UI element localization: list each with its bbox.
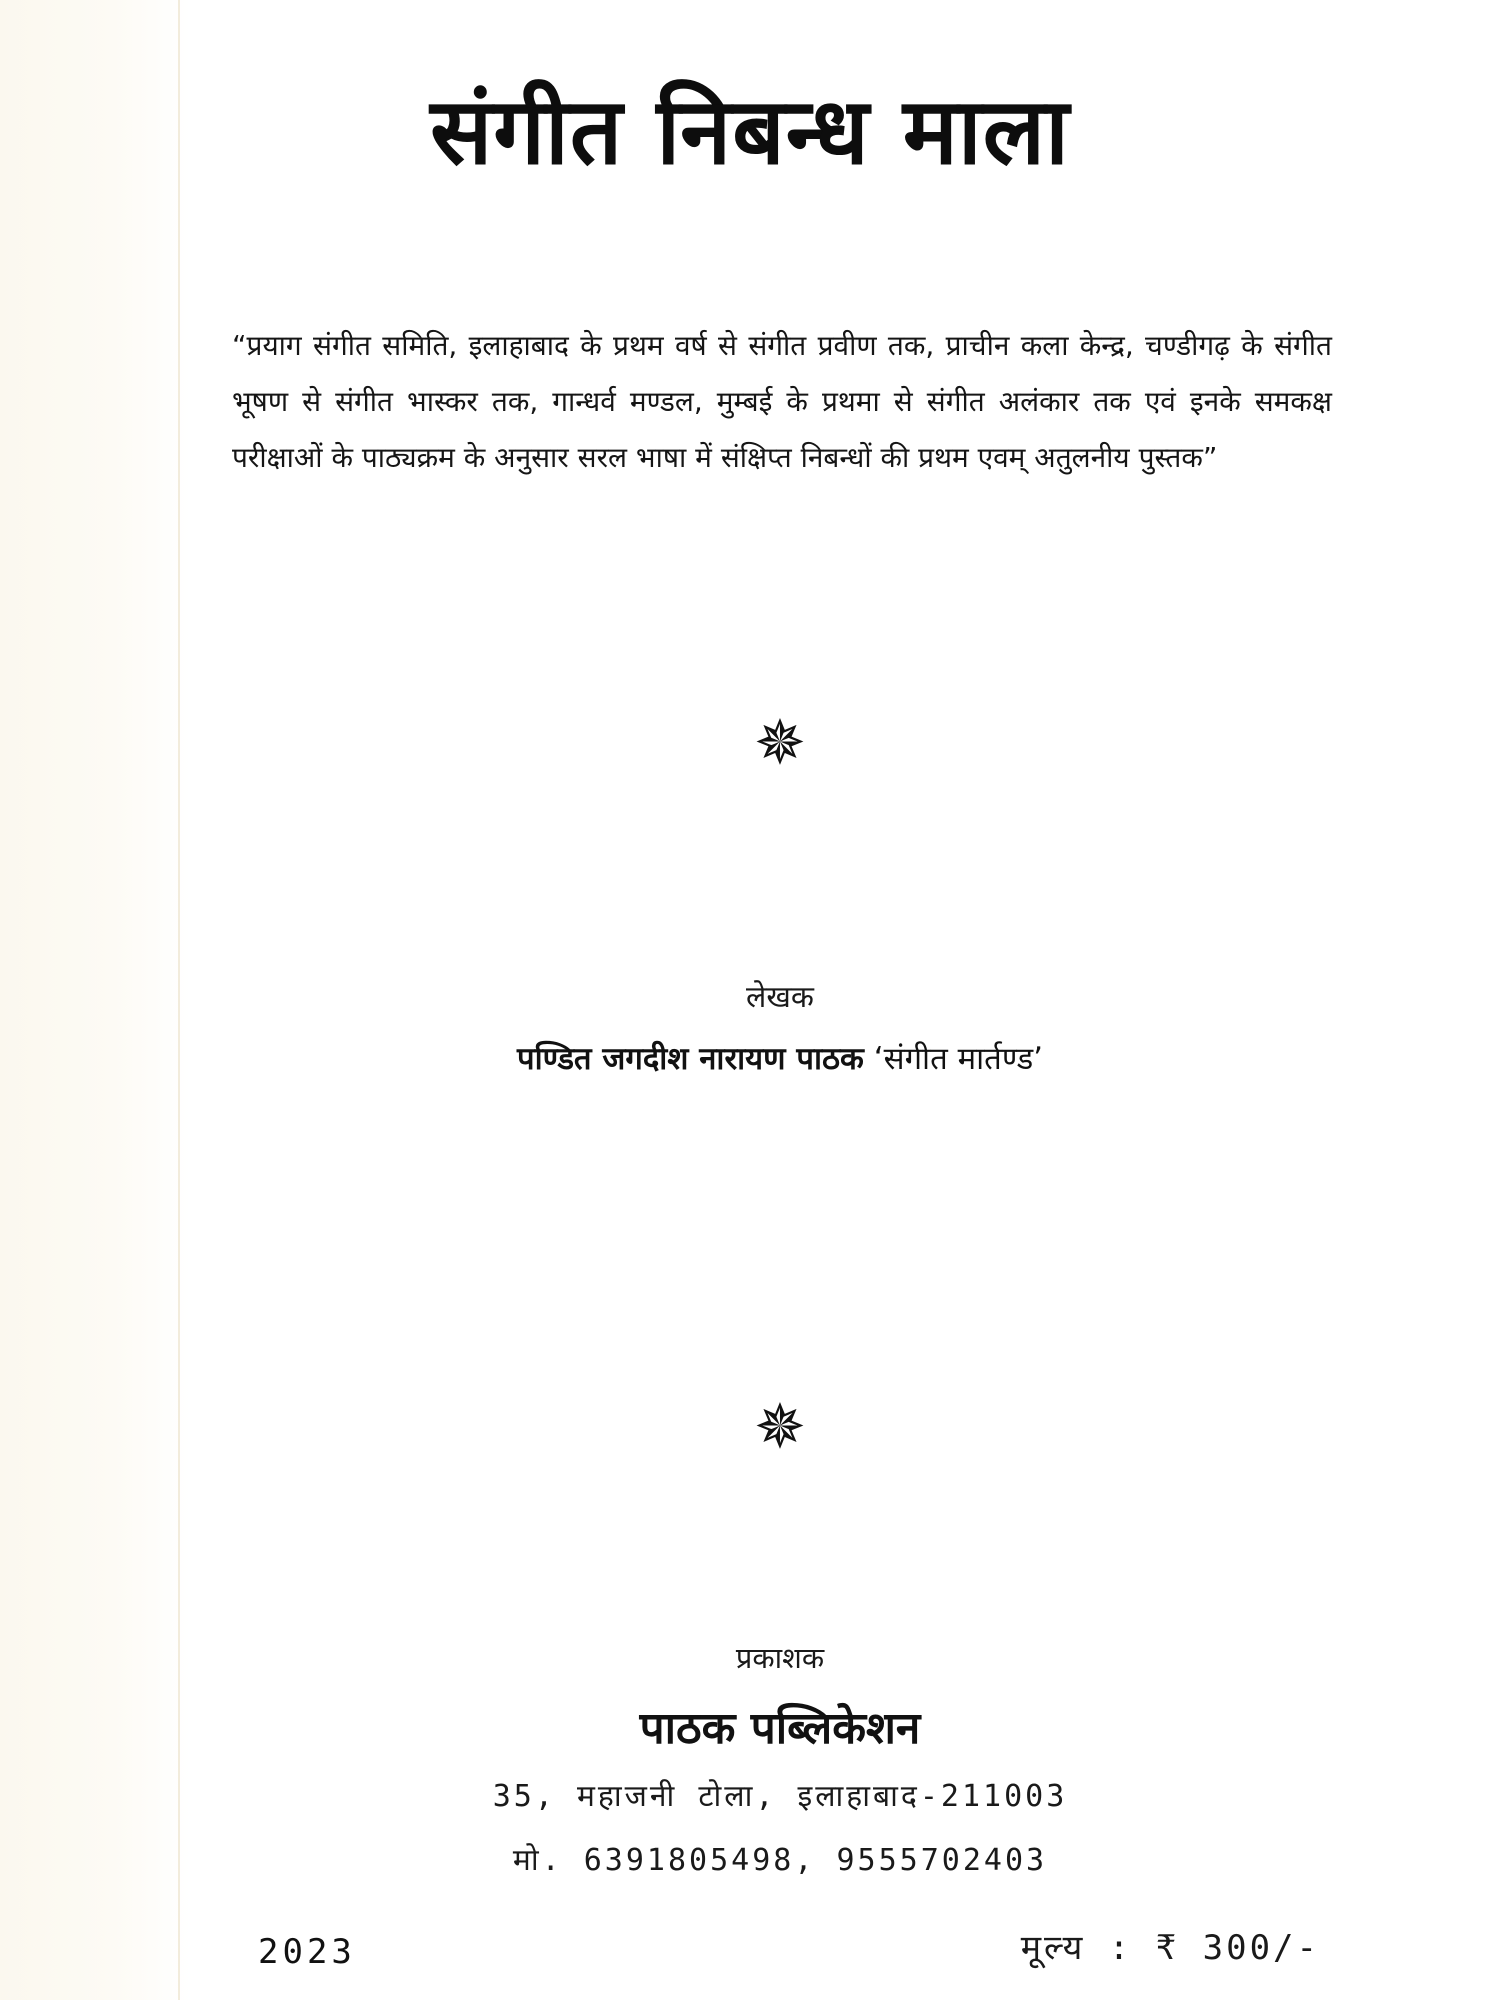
book-description: “प्रयाग संगीत समिति, इलाहाबाद के प्रथम वर्ष से संगीत प्रवीण तक, प्राचीन कला केन्द्र, चण्डीगढ़ के संगीत भूषण से संगीत भास्कर तक, गान्धर्व मण्डल, मुम्बई के प्रथमा से संगीत अलंकार तक एवं इनके समकक्ष परीक्षाओं के पाठ्यक्रम के अनुसार सरल भाषा में संक्षिप्त निबन्धों की प्रथम एवम् अतुलनीय पुस्तक” <box>232 329 1332 474</box>
star-ornament-icon: ✵ <box>754 1390 806 1463</box>
publisher-name: पाठक पब्लिकेशन <box>639 1703 921 1754</box>
page-fold <box>178 0 180 2000</box>
author-name: पण्डित जगदीश नारायण पाठक <box>516 1041 864 1077</box>
page-edge <box>0 0 190 2000</box>
publisher-label: प्रकाशक <box>735 1641 825 1675</box>
author-honorific: ‘संगीत मार्तण्ड’ <box>873 1041 1044 1077</box>
book-title: संगीत निबन्ध माला <box>430 78 1070 185</box>
publisher-address: 35, महाजनी टोला, इलाहाबाद-211003 <box>492 1779 1068 1814</box>
publication-year: 2023 <box>258 1932 356 1972</box>
star-ornament-icon: ✵ <box>754 706 806 779</box>
author-line <box>350 1038 1210 1080</box>
author-label: लेखक <box>746 980 814 1015</box>
publisher-phone: मो. 6391805498, 9555702403 <box>512 1843 1048 1878</box>
book-price: मूल्य : ₹ 300/- <box>1020 1928 1320 1968</box>
